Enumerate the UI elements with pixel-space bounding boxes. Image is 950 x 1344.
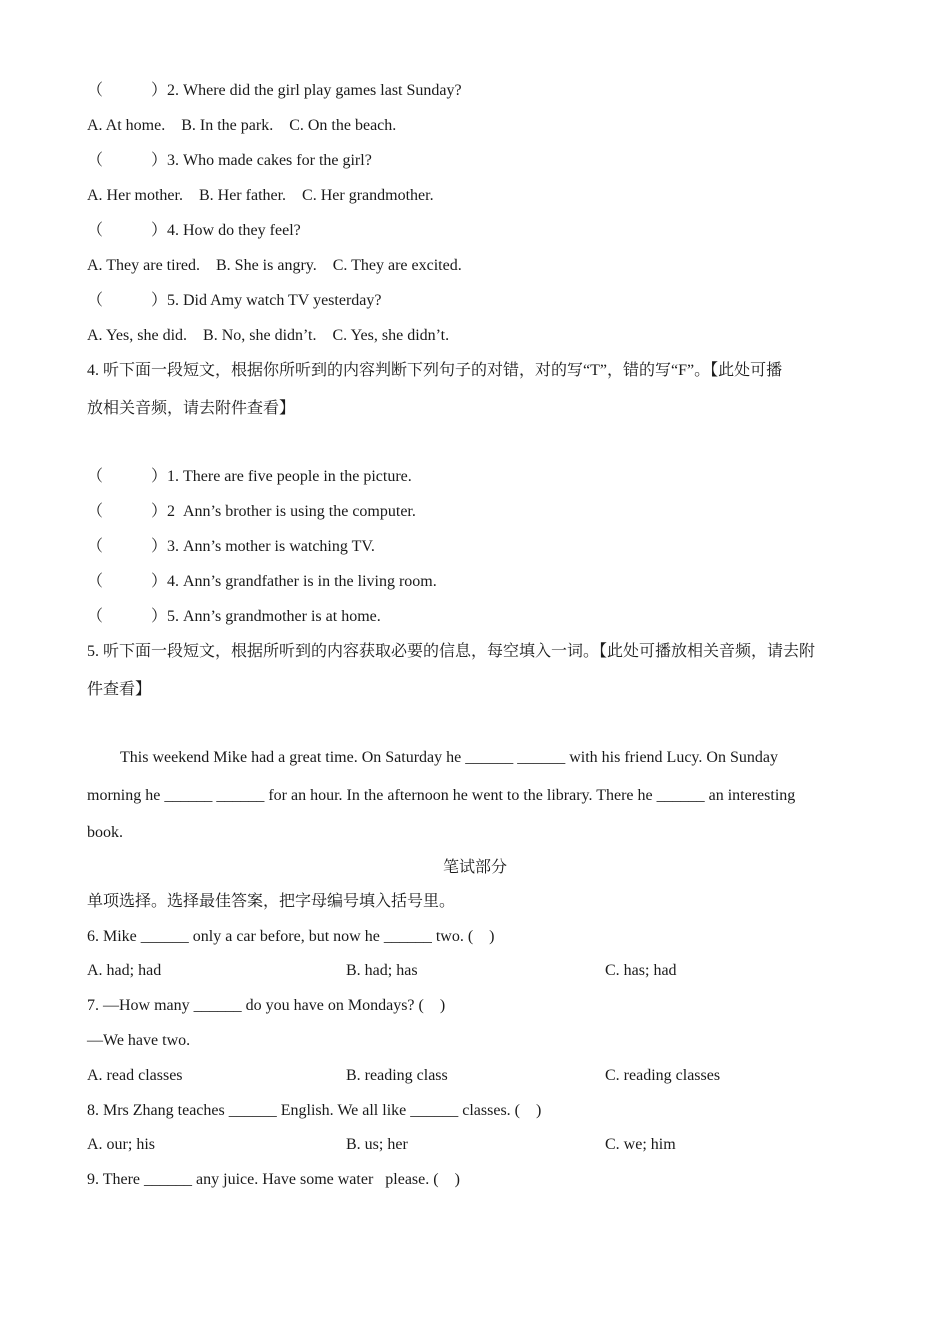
question-6-option-b: B. had; has	[346, 962, 418, 979]
question-2-options: A. At home. B. In the park. C. On the beach.	[87, 117, 397, 134]
tf-item-2: （ ）2 Ann’s brother is using the computer.	[87, 503, 416, 520]
question-4-options: A. They are tired. B. She is angry. C. They are excited.	[87, 257, 462, 274]
section-5-instruction: 5. 听下面一段短文，根据所听到的内容获取必要的信息，每空填入一词。【此处可播放相关音频，请去附	[87, 643, 816, 660]
passage-line-3: book.	[87, 824, 123, 841]
question-6: 6. Mike ______ only a car before, but now he ______ two. ( )	[87, 928, 495, 945]
question-3-options: A. Her mother. B. Her father. C. Her grandmother.	[87, 187, 434, 204]
question-7-answer-line: —We have two.	[87, 1032, 191, 1049]
question-2: （ ）2. Where did the girl play games last Sunday?	[87, 82, 462, 99]
question-8-option-b: B. us; her	[346, 1136, 408, 1153]
question-7-option-b: B. reading class	[346, 1067, 448, 1084]
section-5-instruction-cont: 件查看】	[87, 681, 152, 698]
section-4-instruction: 4. 听下面一段短文，根据你所听到的内容判断下列句子的对错，对的写“T”，错的写“F”。【此处可播	[87, 362, 783, 379]
tf-item-3: （ ）3. Ann’s mother is watching TV.	[87, 538, 375, 555]
question-7: 7. —How many ______ do you have on Mondays? ( )	[87, 997, 446, 1014]
question-8: 8. Mrs Zhang teaches ______ English. We all like ______ classes. ( )	[87, 1102, 542, 1119]
question-7-option-c: C. reading classes	[605, 1067, 721, 1084]
written-part-instruction: 单项选择。选择最佳答案，把字母编号填入括号里。	[87, 893, 456, 910]
section-4-instruction-cont: 放相关音频，请去附件查看】	[87, 400, 296, 417]
question-8-option-a: A. our; his	[87, 1136, 155, 1153]
question-4: （ ）4. How do they feel?	[87, 222, 301, 239]
passage-line-2: morning he ______ ______ for an hour. In the afternoon he went to the library. There he ______ an interesting	[87, 787, 796, 804]
question-3: （ ）3. Who made cakes for the girl?	[87, 152, 372, 169]
question-6-option-c: C. has; had	[605, 962, 677, 979]
tf-item-5: （ ）5. Ann’s grandmother is at home.	[87, 608, 381, 625]
tf-item-4: （ ）4. Ann’s grandfather is in the living room.	[87, 573, 437, 590]
question-5: （ ）5. Did Amy watch TV yesterday?	[87, 292, 382, 309]
question-9: 9. There ______ any juice. Have some water please. ( )	[87, 1171, 460, 1188]
question-8-option-c: C. we; him	[605, 1136, 676, 1153]
question-7-option-a: A. read classes	[87, 1067, 183, 1084]
tf-item-1: （ ）1. There are five people in the picture.	[87, 468, 412, 485]
question-5-options: A. Yes, she did. B. No, she didn’t. C. Yes, she didn’t.	[87, 327, 450, 344]
passage-line-1: This weekend Mike had a great time. On Saturday he ______ ______ with his friend Lucy. On Sunday	[120, 749, 778, 766]
written-part-heading: 笔试部分	[442, 859, 507, 876]
question-6-option-a: A. had; had	[87, 962, 162, 979]
